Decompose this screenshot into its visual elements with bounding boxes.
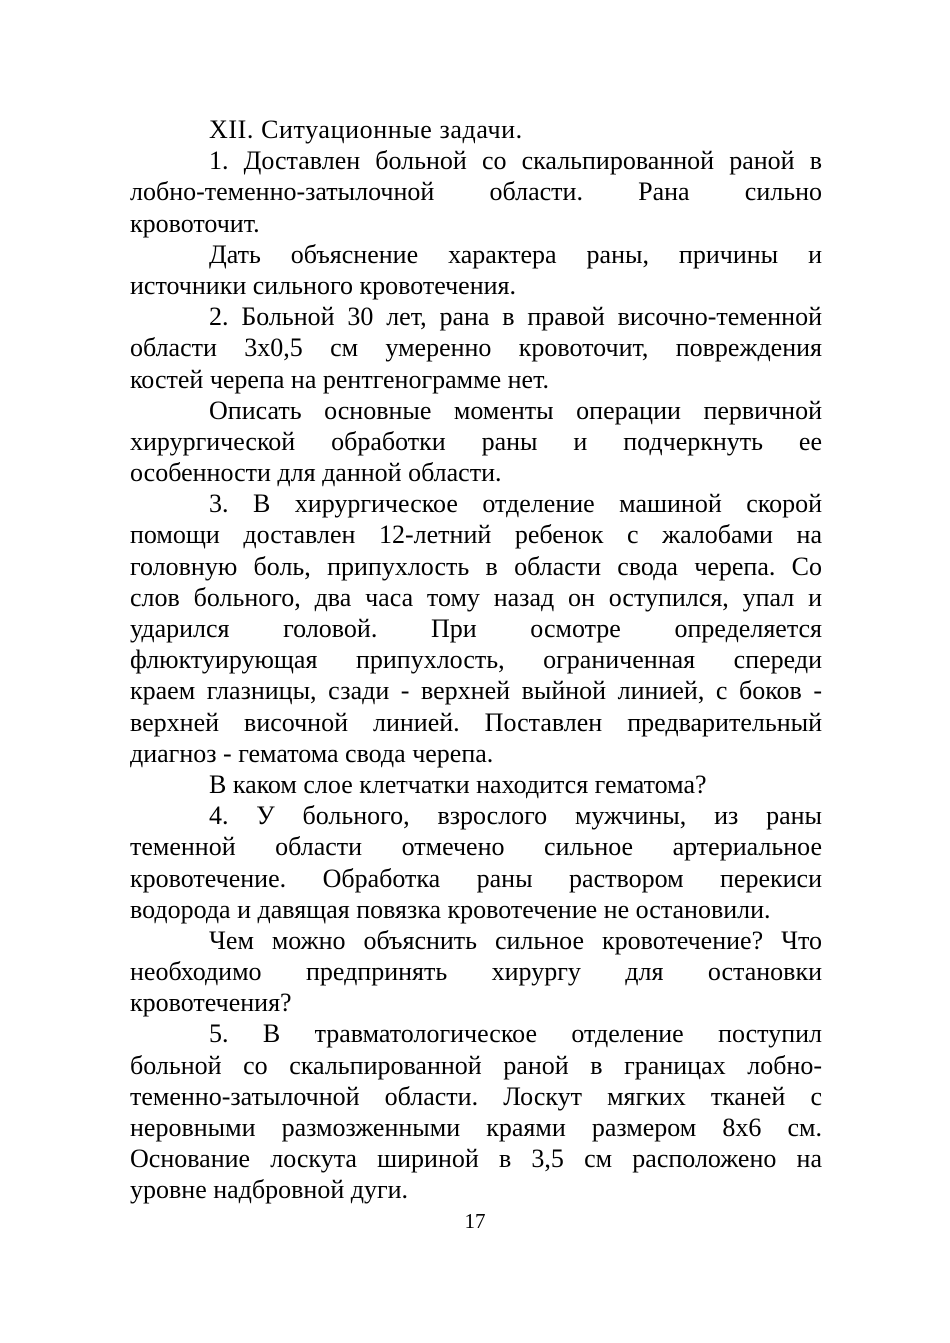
task-1-question-line-1: Дать объяснение характера раны, причины и xyxy=(209,239,822,269)
task-3-line-6: флюктуирующая припухлость, ограниченная спереди xyxy=(130,645,822,675)
task-3-line-9: диагноз - гематома свода черепа. xyxy=(130,738,494,768)
task-5-line-5: Основание лоскута шириной в 3,5 см расположено на xyxy=(130,1144,822,1174)
task-2-line-3: костей черепа на рентгенограмме нет. xyxy=(130,364,549,394)
task-3-line-5: ударился головой. При осмотре определяется xyxy=(130,614,822,643)
task-5-line-1: 5. В травматологическое отделение поступил xyxy=(209,1019,822,1049)
task-2-question-line-1: Описать основные моменты операции первичной xyxy=(209,395,822,425)
page-number: 17 xyxy=(464,1209,486,1233)
task-2-line-2: области 3х0,5 см умеренно кровоточит, повреждения xyxy=(130,333,822,363)
task-4-line-3: кровотечение. Обработка раны раствором перекиси xyxy=(130,863,822,893)
task-2-line-1: 2. Больной 30 лет, рана в правой височно-теменной xyxy=(209,302,822,332)
task-4-question-line-1: Чем можно объяснить сильное кровотечение? Что xyxy=(209,925,822,955)
task-1-line-3: кровоточит. xyxy=(130,208,260,238)
task-2-question-line-3: особенности для данной области. xyxy=(130,458,502,488)
task-3-line-3: головную боль, припухлость в области свода черепа. Со xyxy=(130,551,822,581)
task-4-line-2: теменной области отмечено сильное артериальное xyxy=(130,832,822,862)
task-4-question-line-3: кровотечения? xyxy=(130,988,292,1018)
task-3-line-1: 3. В хирургическое отделение машиной скорой xyxy=(209,489,822,519)
task-2-question-line-2: хирургической обработки раны и подчеркнуть ее xyxy=(130,426,822,456)
task-5-line-4: неровными размозженными краями размером 8х6 см. xyxy=(130,1113,822,1142)
task-1-line-1: 1. Доставлен больной со скальпированной раной в xyxy=(209,146,822,176)
task-4-line-1: 4. У больного, взрослого мужчины, из раны xyxy=(209,801,822,831)
task-1-line-2: лобно-теменно-затылочной области. Рана сильно xyxy=(130,177,822,207)
task-3-line-7: краем глазницы, сзади - верхней выйной линией, с боков - xyxy=(130,676,822,706)
section-heading: XII. Ситуационные задачи. xyxy=(209,115,523,144)
task-5-line-6: уровне надбровной дуги. xyxy=(130,1175,409,1205)
task-3-question-line-1: В каком слое клетчатки находится гематома? xyxy=(209,769,707,799)
task-5-line-2: больной со скальпированной раной в границах лобно- xyxy=(130,1050,822,1080)
task-4-question-line-2: необходимо предпринять хирургу для остановки xyxy=(130,957,822,987)
task-5-line-3: теменно-затылочной области. Лоскут мягких тканей с xyxy=(130,1081,822,1111)
task-3-line-4: слов больного, два часа тому назад он оступился, упал и xyxy=(130,582,822,612)
task-3-line-2: помощи доставлен 12-летний ребенок с жалобами на xyxy=(130,520,822,550)
task-4-line-4: водорода и давящая повязка кровотечение не остановили. xyxy=(130,894,771,924)
task-1-question-line-2: источники сильного кровотечения. xyxy=(130,270,517,300)
document-page xyxy=(130,114,822,1206)
task-3-line-8: верхней височной линией. Поставлен предварительный xyxy=(130,707,822,737)
